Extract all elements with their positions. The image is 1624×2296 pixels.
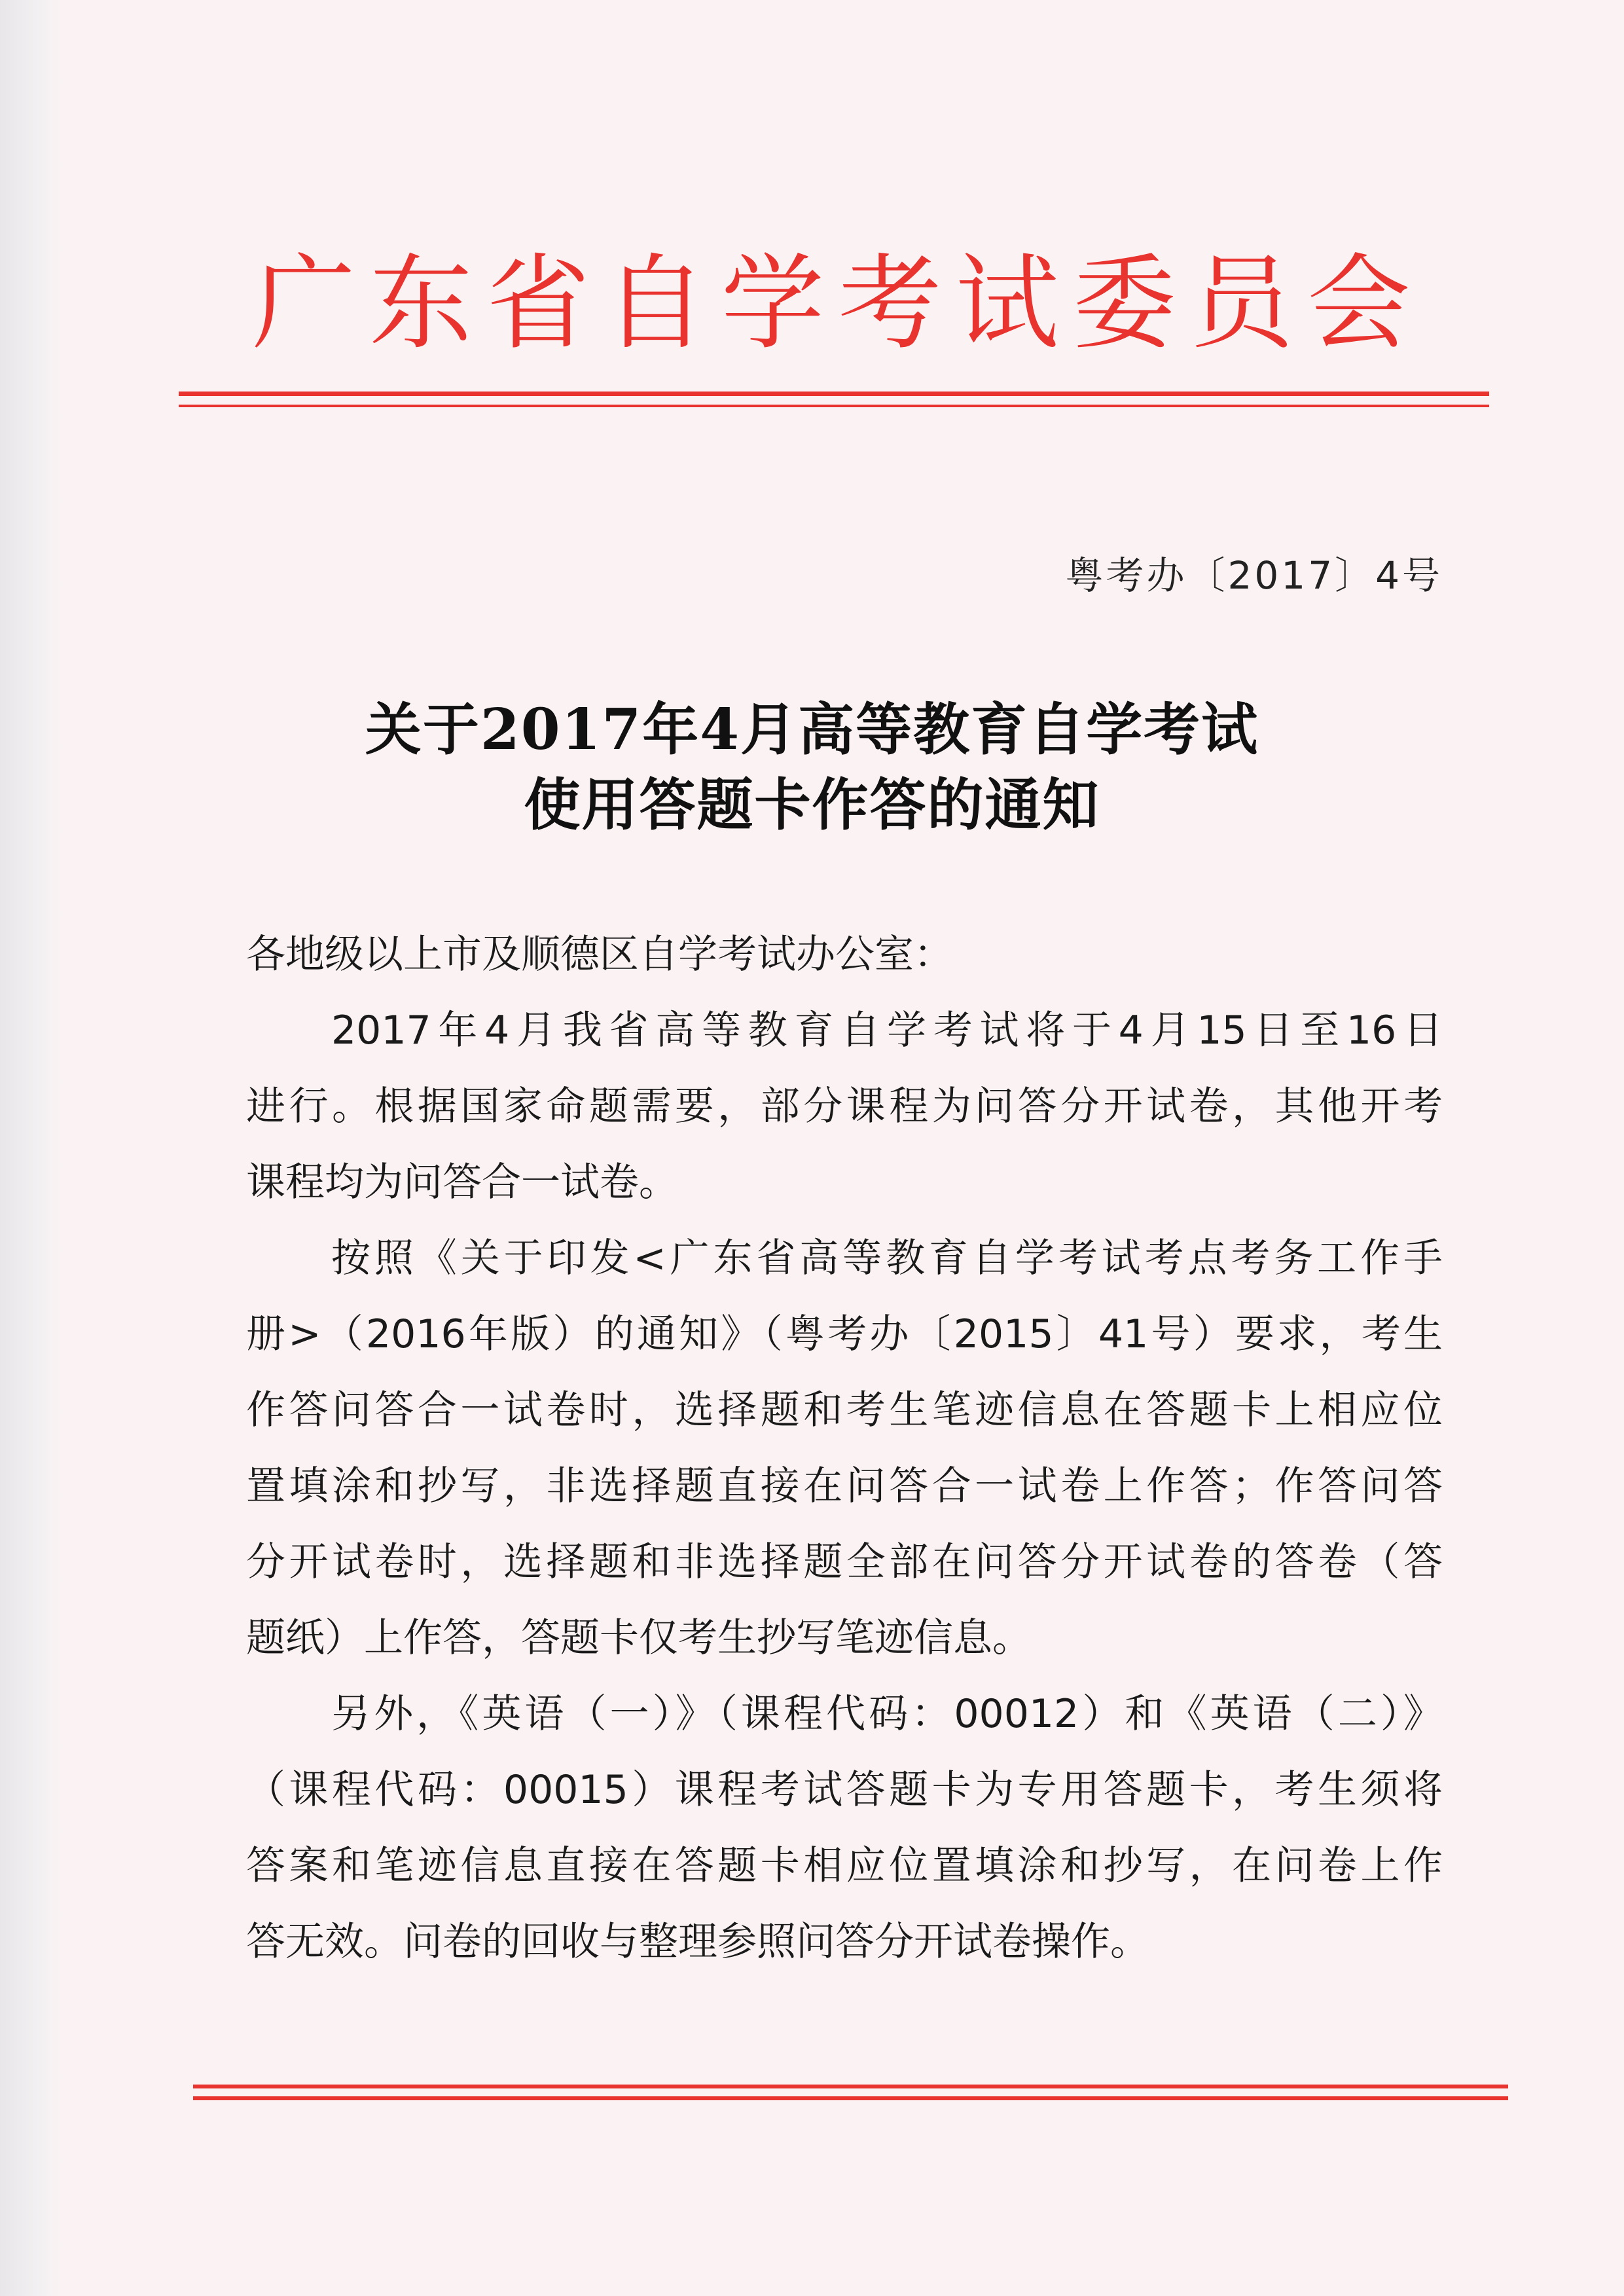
paragraph-2-line: 置填涂和抄写，非选择题直接在问答合一试卷上作答；作答问答 [246,1463,1443,1509]
header-rule-top [179,392,1489,396]
document-number: 粤考办〔2017〕4号 [1065,553,1443,598]
document-title-line-2: 使用答题卡作答的通知 [524,772,1100,838]
paragraph-2-line: 题纸）上作答，答题卡仅考生抄写笔迹信息。 [246,1615,1032,1661]
paragraph-2-line: 作答问答合一试卷时，选择题和考生笔迹信息在答题卡上相应位 [246,1387,1443,1433]
paragraph-2-line: 按照《关于印发<广东省高等教育自学考试考点考务工作手 [331,1235,1443,1281]
footer-rule-bottom [193,2096,1508,2100]
paragraph-1-line: 2017年4月我省高等教育自学考试将于4月15日至16日 [331,1008,1443,1053]
scan-edge [0,0,62,2296]
paragraph-2-line: 分开试卷时，选择题和非选择题全部在问答分开试卷的答卷（答 [246,1539,1443,1585]
paragraph-2-line: 册>（2016年版）的通知》（粤考办〔2015〕41号）要求，考生 [246,1311,1443,1357]
paragraph-3-line: （课程代码：00015）课程考试答题卡为专用答题卡，考生须将 [246,1767,1443,1813]
salutation: 各地级以上市及顺德区自学考试办公室： [246,932,953,977]
paragraph-1-line: 课程均为问答合一试卷。 [246,1159,678,1205]
document-title-line-1: 关于2017年4月高等教育自学考试 [365,697,1259,763]
paragraph-3-line: 另外，《英语（一）》（课程代码：00012）和《英语（二）》 [331,1691,1443,1737]
header-rule-bottom [179,405,1489,407]
paragraph-3-line: 答无效。问卷的回收与整理参照问答分开试卷操作。 [246,1919,1149,1965]
footer-rule-top [193,2085,1508,2088]
paragraph-1-line: 进行。根据国家命题需要，部分课程为问答分开试卷，其他开考 [246,1084,1443,1129]
issuing-organization-header: 广东省自学考试委员会 [252,244,1411,364]
document-body [246,917,1443,1980]
paragraph-3-line: 答案和笔迹信息直接在答题卡相应位置填涂和抄写，在问卷上作 [246,1843,1443,1889]
